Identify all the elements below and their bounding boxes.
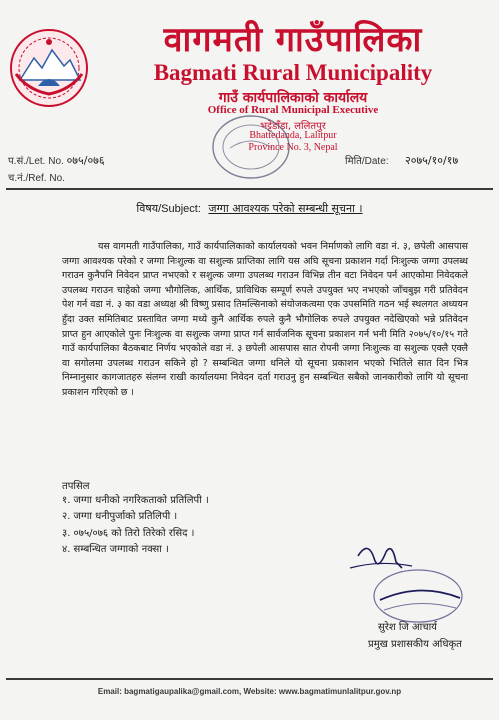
footer-divider [6, 678, 493, 680]
letter-number-label: प.सं./Let. No. [8, 156, 64, 167]
letter-number [8, 153, 105, 168]
footer-contact: Email: bagmatigaupalika@gmail.com, Website: www.bagmatimunlalitpur.gov.np [97, 687, 402, 696]
nepal-emblem-icon [8, 28, 90, 108]
subject-text: जग्गा आवश्यक परेको सम्बन्धी सूचना । [208, 202, 363, 215]
list-item: ४. सम्बन्धित जग्गाको नक्सा । [62, 544, 169, 556]
notice-body: यस वागमती गाउँपालिका, गाउँ कार्यपालिकाको कार्यालयको भवन निर्माणको लागि वडा नं. ३, छपेली आसपास जग्गा आवश्यक परेको र जग्गा निःशुल्क वा सशुल्क प्राप्तिका लागि यस अघि सूचना प्रकाशन गर्दा निःशुल्क जग्गा उपलब्ध गराउन कुनैपनि निवेदन प्राप्त नभएको र सशुल्क जग्गा उपलब्ध गराउन विभिन्न तीन वटा निवेदन पर्न आएकोमा निवेदकले उपलब्ध गराउन चाहेको जग्गा भौगोलिक, आर्थिक, प्राविधिक सम्पूर्ण रुपले उपयुक्त भए नभएको जाँचबुझ गरी प्रतिवेदन पेश गर्न वडा नं. ३ का वडा अध्यक्ष श्री विष्णु प्रसाद तिमल्सिनाको संयोजकत्वमा एक उपसमिति गठन भई स्थलगत अध्ययन हुँदा उक्त समितिबाट प्रस्तावित जग्गा मध्ये कुनै आर्थिक रुपले कुनै भौगोलिक रुपले उपयुक्त नदेखिएको भन्ने प्रतिवेदन प्राप्त हुन आएकोले पुनः निःशुल्क वा सशुल्क जग्गा प्राप्त गर्न सार्वजनिक सूचना प्रकाशन गर्न भनी मिति २०७५/१०/१५ गते गाउँ कार्यपालिका बैठकबाट निर्णय भएकोले वडा नं. ३ छपेली आसपास सात रोपनी जग्गा निःशुल्क वा सशुल्क एक्लै एक्लै वा सगोलमा उपलब्ध गराउन सकिने हो ? सम्बन्धित जग्गा धनिले यो सूचना प्रकाशन भएको भितिले सात दिन भित्र निम्नानुसार कागजातहरु संलग्न राखी कार्यालयमा निवेदन दर्ता गराउनु हुन सम्बन्धित सबैको जानकारीको लागि यो सूचना प्रकाशन गरिएको छ । [62, 241, 468, 398]
subject-line [0, 201, 499, 216]
address-english: Bhattedanda, Lalitpur [249, 130, 337, 141]
header-divider [6, 188, 493, 190]
subject-label: विषय/Subject: [136, 203, 201, 215]
list-item: १. जग्गा धनीको नगरिकताको प्रतिलिपी । [62, 495, 209, 506]
list-item: ३. ०७५/०७६ को तिरो तिरेको रसिद । [62, 527, 195, 539]
attachments-list [62, 493, 209, 559]
province-line: Province No. 3, Nepal [248, 142, 338, 153]
letter-number-value: ०७५/०७६ [66, 154, 105, 167]
signature-stamp-icon [340, 538, 470, 628]
office-stamp-icon [210, 112, 292, 182]
address-nepali: भट्टेडाँडा, ललितपुर [260, 121, 326, 132]
ref-number-label: च.नं./Ref. No. [8, 173, 65, 184]
date-label: मिति/Date: [345, 156, 389, 167]
list-item: २. जग्गा धनीपुर्जाको प्रतिलिपी । [62, 511, 178, 523]
date-value: २०७५/१०/१७ [405, 154, 459, 167]
municipality-title-english: Bagmati Rural Municipality [153, 60, 433, 85]
signatory-title: प्रमुख प्रशासकीय अधिकृत [368, 639, 462, 650]
office-name-nepali: गाउँ कार्यपालिकाको कार्यालय [218, 90, 368, 106]
ref-number [8, 170, 65, 184]
signatory-name: सुरेश जि आचार्य [378, 622, 437, 633]
office-name-english: Office of Rural Municipal Executive [207, 104, 379, 116]
municipality-title-nepali: वागमती गाउँपालिका [163, 20, 423, 60]
attachments-heading: तपसिल [62, 481, 90, 492]
